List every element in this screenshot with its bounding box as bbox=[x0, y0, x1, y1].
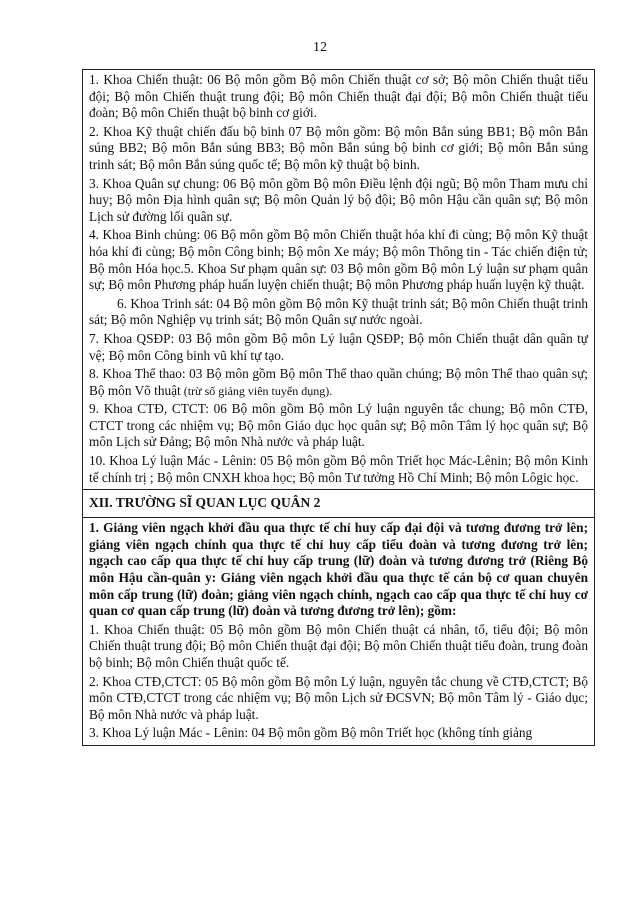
list-item: 2. Khoa CTĐ,CTCT: 05 Bộ môn gồm Bộ môn Lý luận, nguyên tắc chung về CTĐ,CTCT; Bộ môn CTĐ,CTCT trong các nhiệm vụ; Bộ môn Lịch sử ĐCSVN; Bộ môn Tâm lý - Giáo dục; Bộ môn Nhà nước và pháp luật. bbox=[89, 673, 588, 722]
list-item: 10. Khoa Lý luận Mác - Lênin: 05 Bộ môn gồm Bộ môn Triết học Mác-Lênin; Bộ môn Kinh tế chính trị ; Bộ môn CNXH khoa học; Bộ môn Tư tưởng Hồ Chí Minh; Bộ môn Lôgic học. bbox=[89, 453, 588, 485]
list-item: 2. Khoa Kỹ thuật chiến đấu bộ binh 07 Bộ môn gồm: Bộ môn Bắn súng BB1; Bộ môn Bắn súng BB2; Bộ môn Bắn súng BB3; Bộ môn Bắn súng bộ binh cơ giới; Bộ môn Bắn súng trinh sát; Bộ môn Bắn súng quốc tế; Bộ môn kỹ thuật bộ binh. bbox=[89, 123, 588, 172]
section-heading: XII. TRƯỜNG SĨ QUAN LỤC QUÂN 2 bbox=[83, 489, 594, 517]
item-note: (trừ số giảng viên tuyển dụng). bbox=[180, 383, 333, 398]
list-item: 3. Khoa Quân sự chung: 06 Bộ môn gồm Bộ môn Điều lệnh đội ngũ; Bộ môn Tham mưu chỉ huy; Bộ môn Địa hình quân sự; Bộ môn Quản lý bộ đội; Bộ môn Hậu cần quân sự; Bộ môn Lịch sử đường lối quân sự. bbox=[89, 175, 588, 224]
list-item bbox=[89, 366, 588, 399]
section-intro: 1. Giảng viên ngạch khởi đầu qua thực tế chỉ huy cấp đại đội và tương đương trở lên; giảng viên ngạch chính qua thực tế chỉ huy cấp tiểu đoàn và tương đương trở lên; ngạch cao cấp qua thực tế chỉ huy cấp trung (lữ) đoàn và tương đương trở (Riêng Bộ môn Hậu cần-quân y: Giảng viên ngạch khởi đầu qua thực tế cán bộ cơ quan chuyên môn cấp trung (lữ) đoàn; giảng viên ngạch chính, ngạch cao cấp qua thực tế chỉ huy cơ quan cơ quan cấp trung (lữ) đoàn và tương đương trở lên); gồm: bbox=[89, 520, 588, 619]
list-item: 1. Khoa Chiến thuật: 05 Bộ môn gồm Bộ môn Chiến thuật cá nhân, tổ, tiểu đội; Bộ môn Chiến thuật trung đội; Bộ môn Chiến thuật đại đội; Bộ môn Chiến thuật tiểu đoàn, trung đoàn bộ binh; Bộ môn Chiến thuật quốc tế. bbox=[89, 621, 588, 670]
page-number: 12 bbox=[313, 40, 327, 55]
list-item: 3. Khoa Lý luận Mác - Lênin: 04 Bộ môn gồm Bộ môn Triết học (không tính giảng bbox=[89, 725, 533, 741]
list-item: 9. Khoa CTĐ, CTCT: 06 Bộ môn gồm Bộ môn Lý luận nguyên tắc chung; Bộ môn CTĐ, CTCT trong các nhiệm vụ; Bộ môn Giáo dục học quân sự; Bộ môn Tâm lý học quân sự; Bộ môn Lịch sử Đảng; Bộ môn Nhà nước và pháp luật. bbox=[89, 401, 588, 450]
list-item: 4. Khoa Binh chủng: 06 Bộ môn gồm Bộ môn Chiến thuật hóa khí đi cùng; Bộ môn Kỹ thuật hóa khí đi cùng; Bộ môn Công binh; Bộ môn Xe máy; Bộ môn Thông tin - Tác chiến điện tử; Bộ môn Hóa học.5. Khoa Sư phạm quân sự: 03 Bộ môn gồm Bộ môn Lý luận sư phạm quân sự; Bộ môn Phương pháp huấn luyện chiến thuật; Bộ môn Phương pháp huấn luyện kỹ thuật. bbox=[89, 227, 588, 293]
list-item: 6. Khoa Trinh sát: 04 Bộ môn gồm Bộ môn Kỹ thuật trinh sát; Bộ môn Chiến thuật trinh sát; Bộ môn Nghiệp vụ trinh sát; Bộ môn Quân sự nước ngoài. bbox=[89, 295, 588, 328]
content-table bbox=[82, 69, 595, 746]
section-12-cell bbox=[83, 517, 594, 745]
section-11-cell bbox=[83, 70, 594, 489]
list-item: 1. Khoa Chiến thuật: 06 Bộ môn gồm Bộ môn Chiến thuật cơ sở; Bộ môn Chiến thuật tiểu đội; Bộ môn Chiến thuật trung đội; Bộ môn Chiến thuật đại đội; Bộ môn Chiến thuật tiểu đoàn; Bộ môn Chiến thuật bộ binh cơ giới. bbox=[89, 72, 588, 121]
item-text: 8. Khoa Thể thao: 03 Bộ môn gồm Bộ môn Thể thao quần chúng; Bộ môn Thể thao quân sự; Bộ môn Võ thuật bbox=[89, 366, 588, 398]
list-item: 7. Khoa QSĐP: 03 Bộ môn gồm Bộ môn Lý luận QSĐP; Bộ môn Chiến thuật dân quân tự vệ; Bộ môn Công binh vũ khí tự tạo. bbox=[89, 330, 588, 363]
